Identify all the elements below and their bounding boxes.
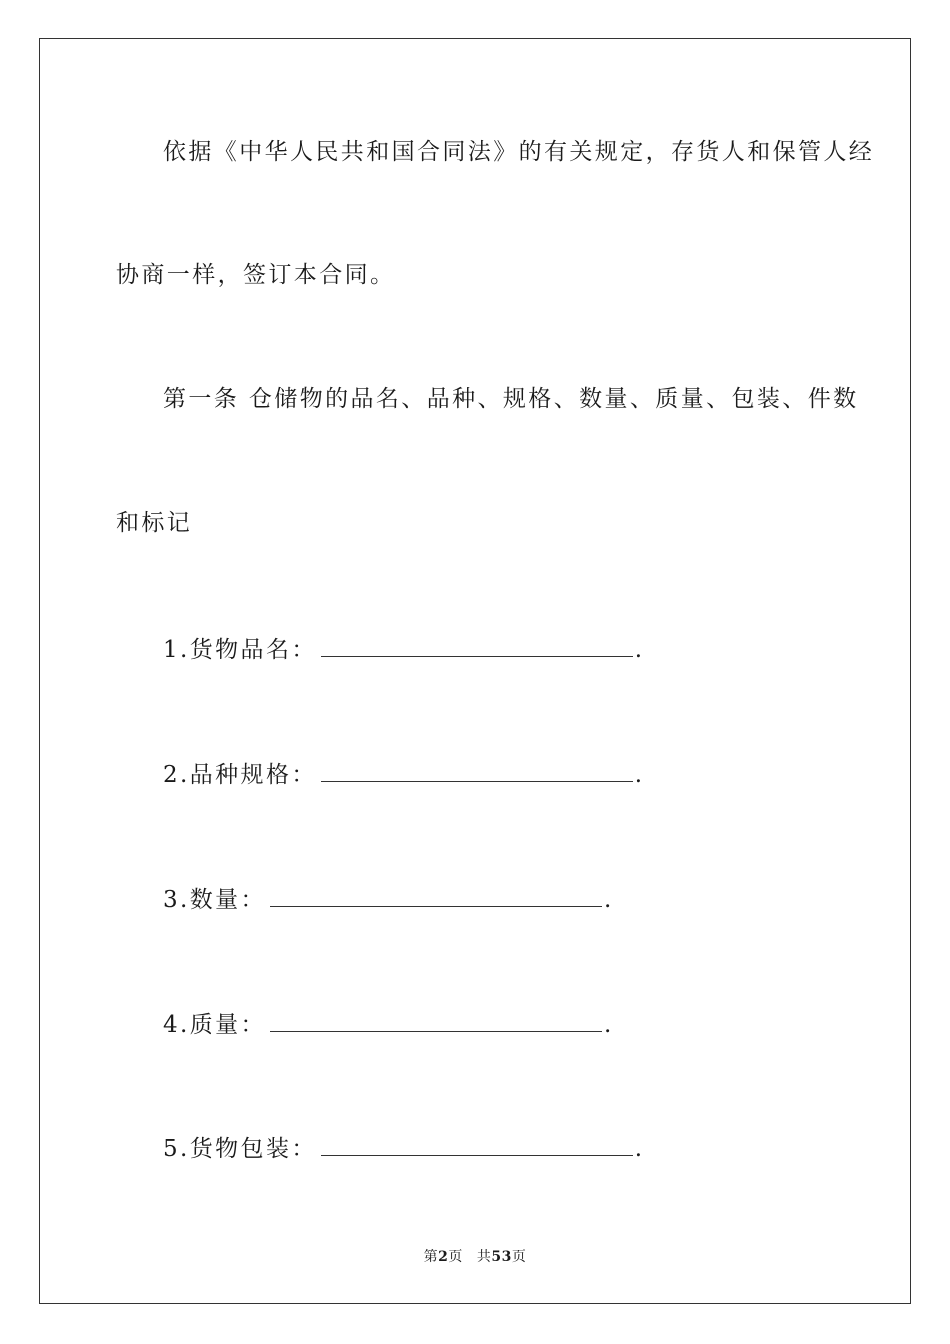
field-label: 4.质量：	[163, 1012, 266, 1038]
quantity-blank[interactable]	[270, 884, 602, 907]
page-footer	[0, 1247, 950, 1267]
field-end: .	[603, 887, 614, 913]
total-prefix: 共	[476, 1249, 492, 1265]
field-goods-name	[163, 634, 644, 665]
total-pages: 53	[491, 1249, 512, 1265]
field-end: .	[634, 762, 645, 788]
quality-blank[interactable]	[270, 1009, 602, 1032]
page-border	[39, 38, 911, 1304]
field-end: .	[603, 1012, 614, 1038]
field-label: 5.货物包装：	[163, 1136, 317, 1162]
page-number: 2	[438, 1249, 449, 1265]
paragraph-line-2: 协商一样，签订本合同。	[116, 262, 396, 288]
page-suffix: 页	[448, 1249, 463, 1265]
article-one-heading-cont: 和标记	[116, 510, 193, 536]
field-end: .	[634, 1136, 645, 1162]
field-quantity	[163, 884, 614, 915]
field-label: 1.货物品名：	[163, 637, 317, 663]
variety-spec-blank[interactable]	[321, 759, 633, 782]
total-suffix: 页	[511, 1249, 527, 1265]
field-goods-packaging	[163, 1133, 644, 1164]
page-prefix: 第	[423, 1249, 439, 1265]
paragraph-line-1: 依据《中华人民共和国合同法》的有关规定，存货人和保管人经	[163, 139, 875, 165]
goods-name-blank[interactable]	[321, 634, 633, 657]
field-quality	[163, 1009, 614, 1040]
field-end: .	[634, 637, 645, 663]
article-one-heading: 第一条 仓储物的品名、品种、规格、数量、质量、包装、件数	[163, 386, 859, 412]
goods-packaging-blank[interactable]	[321, 1133, 633, 1156]
field-variety-spec	[163, 759, 644, 790]
field-label: 2.品种规格：	[163, 762, 317, 788]
field-label: 3.数量：	[163, 887, 266, 913]
